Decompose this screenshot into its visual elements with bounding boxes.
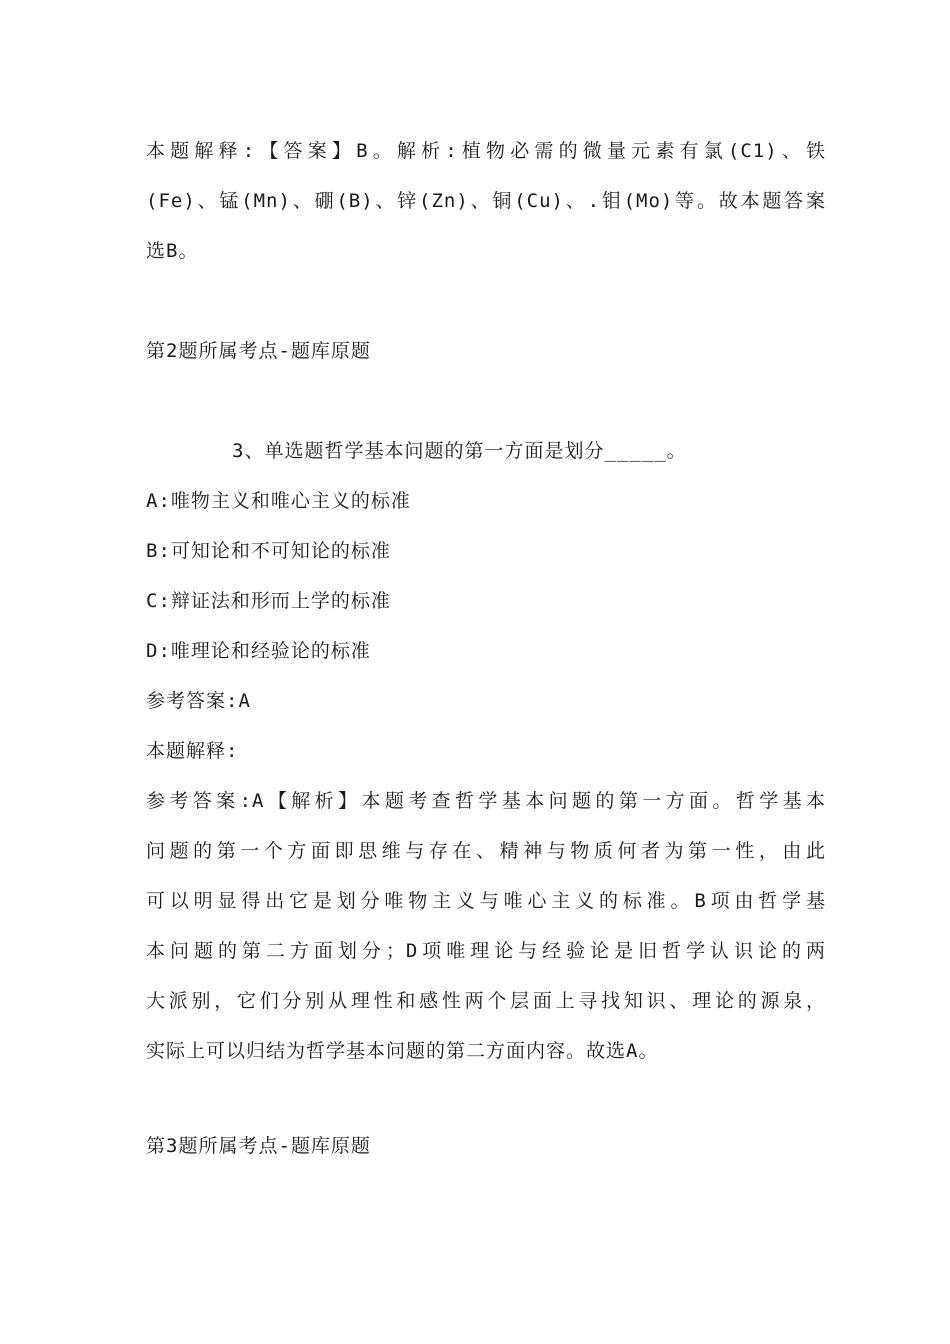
q3-answer: 参考答案:A <box>146 690 251 712</box>
q2-source-label: 第2题所属考点-题库原题 <box>146 340 371 362</box>
q3-explanation-line-5: 大派别，它们分别从理性和感性两个层面上寻找知识、理论的源泉， <box>146 990 826 1012</box>
q3-source-label: 第3题所属考点-题库原题 <box>146 1135 371 1157</box>
q3-question: 3、单选题哲学基本问题的第一方面是划分_____。 <box>232 440 687 462</box>
q3-explanation-line-4: 本问题的第二方面划分；D项唯理论与经验论是旧哲学认识论的两 <box>146 940 826 962</box>
q3-explanation-line-3: 可以明显得出它是划分唯物主义与唯心主义的标准。B项由哲学基 <box>146 890 826 912</box>
q2-explanation-line-2: (Fe)、锰(Mn)、硼(B)、锌(Zn)、铜(Cu)、.钼(Mo)等。故本题答案 <box>146 190 826 212</box>
q3-option-c: C:辩证法和形而上学的标准 <box>146 590 391 612</box>
q2-explanation-line-3: 选B。 <box>146 240 199 262</box>
q3-option-a: A:唯物主义和唯心主义的标准 <box>146 490 411 512</box>
q3-explanation-line-6: 实际上可以归结为哲学基本问题的第二方面内容。故选A。 <box>146 1040 659 1062</box>
q3-option-d: D:唯理论和经验论的标准 <box>146 640 371 662</box>
q3-explanation-line-2: 问题的第一个方面即思维与存在、精神与物质何者为第一性，由此 <box>146 840 826 862</box>
q3-explanation-label: 本题解释: <box>146 740 239 762</box>
q2-explanation-line-1: 本题解释:【答案】B。解析:植物必需的微量元素有氯(C1)、铁 <box>146 140 826 162</box>
q3-option-b: B:可知论和不可知论的标准 <box>146 540 391 562</box>
q3-explanation-line-1: 参考答案:A【解析】本题考查哲学基本问题的第一方面。哲学基本 <box>146 790 826 812</box>
